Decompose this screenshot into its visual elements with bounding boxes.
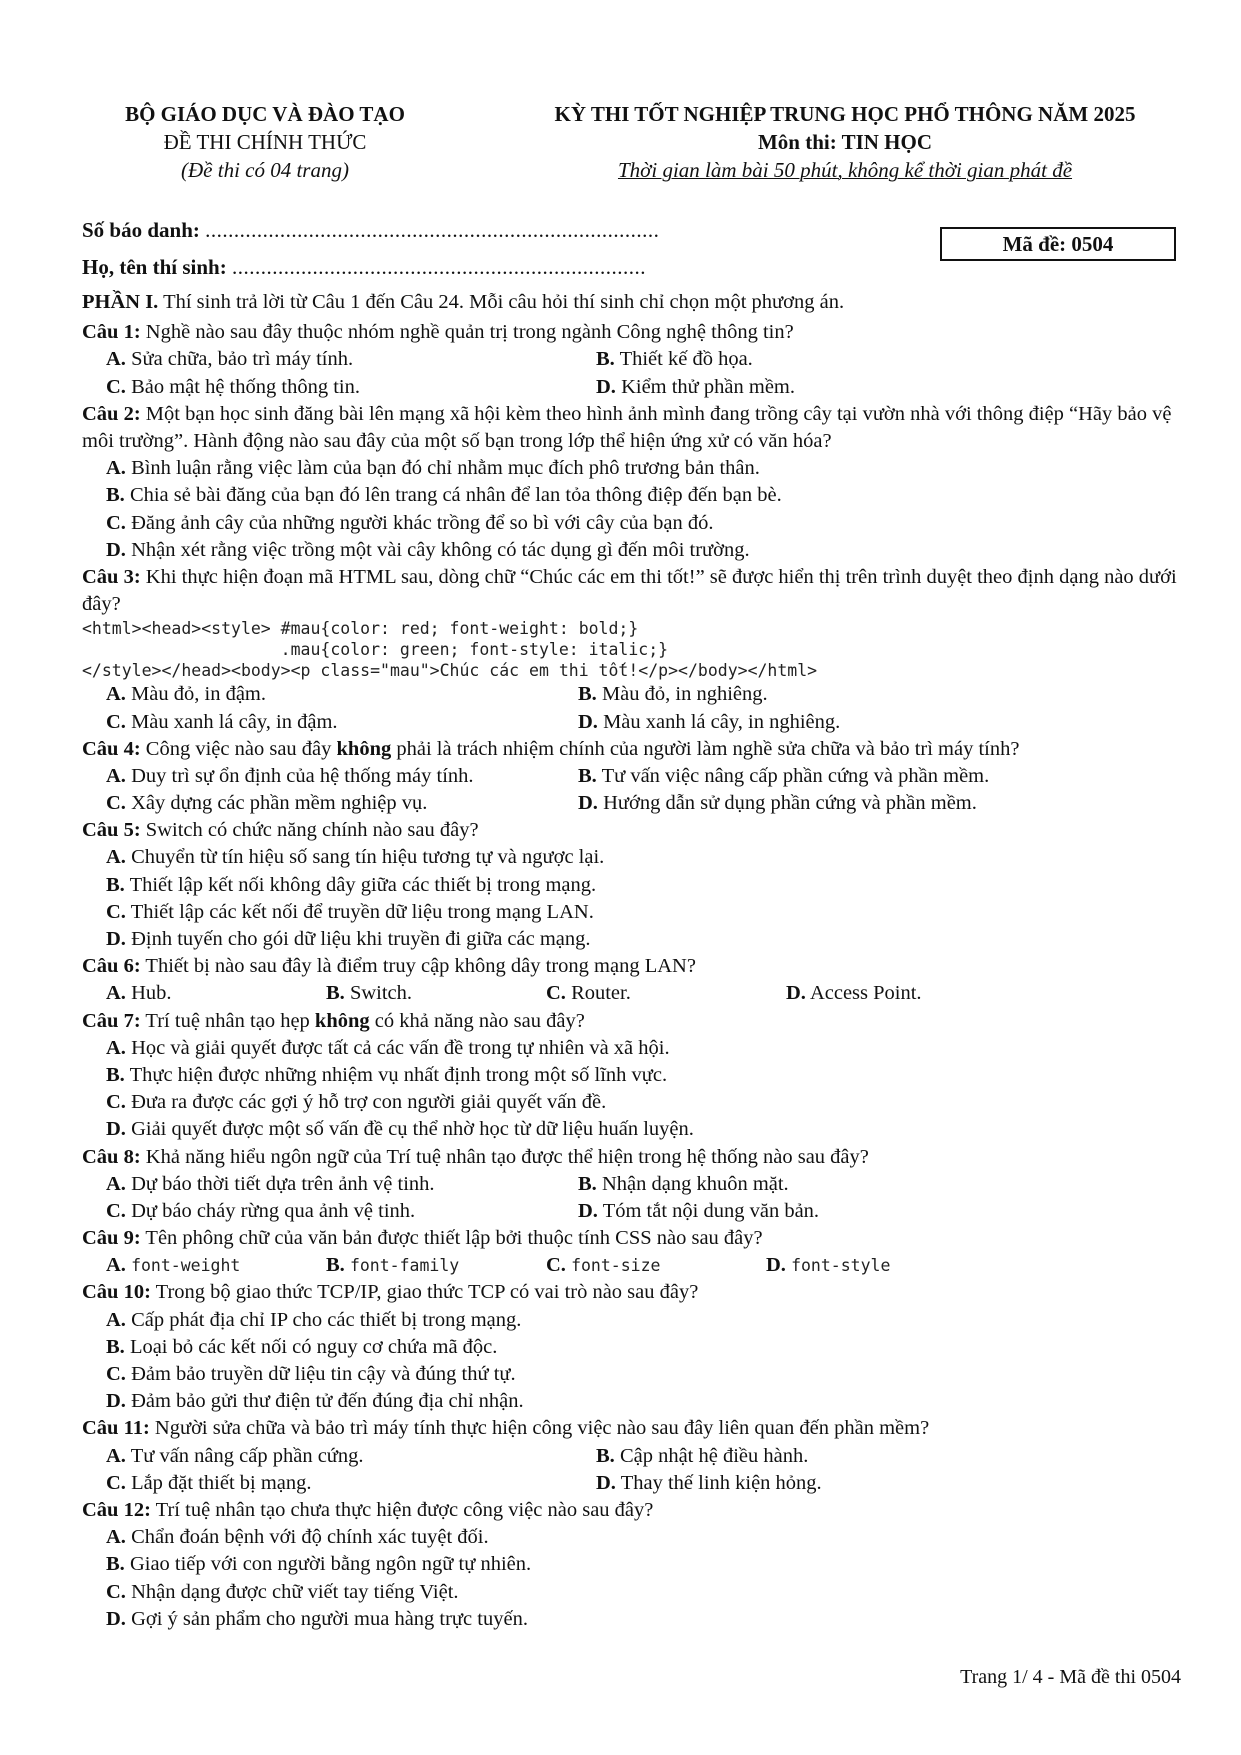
option-b: B. Switch. <box>326 982 413 1005</box>
option-c: C. Bảo mật hệ thống thông tin. <box>106 375 360 398</box>
option-b: B. Nhận dạng khuôn mặt. <box>578 1172 789 1195</box>
code-line: </style></head><body><p class="mau">Chúc các em thi tốt!</p></body></html> <box>82 661 818 681</box>
option-b: B. Màu đỏ, in nghiêng. <box>578 683 768 706</box>
option-d: D. Định tuyến cho gói dữ liệu khi truyền đi giữa các mạng. <box>106 928 591 950</box>
option-d: D. Đảm bảo gửi thư điện tử đến đúng địa chỉ nhận. <box>106 1390 524 1413</box>
candidate-id-row <box>82 218 659 243</box>
exam-title: KỲ THI TỐT NGHIỆP TRUNG HỌC PHỔ THÔNG NĂM 2025 <box>554 102 1136 126</box>
option-d: D. Thay thế linh kiện hỏng. <box>596 1471 822 1494</box>
option-d: D. Tóm tắt nội dung văn bản. <box>578 1199 820 1222</box>
option-d: D. Hướng dẫn sử dụng phần cứng và phần mềm. <box>578 792 977 815</box>
option-c: C. Nhận dạng được chữ viết tay tiếng Việt. <box>106 1580 459 1603</box>
subject: Môn thi: TIN HỌC <box>757 130 933 154</box>
option-d: D. font-style <box>766 1254 891 1277</box>
candidate-name-row <box>82 255 646 280</box>
exam-type: ĐỀ THI CHÍNH THỨC <box>163 130 367 154</box>
options-row <box>82 1198 1182 1225</box>
candidate-id-label: Số báo danh: <box>82 218 200 242</box>
option-a: A. Duy trì sự ổn định của hệ thống máy tính. <box>106 764 474 787</box>
option-a: A. Chẩn đoán bệnh với độ chính xác tuyệt đối. <box>106 1526 489 1549</box>
option-a: A. font-weight <box>106 1254 241 1277</box>
question-2: Câu 2: Một bạn học sinh đăng bài lên mạng xã hội kèm theo hình ảnh mình đang trồng cây tại vườn nhà với thông điệp “Hãy bảo vệ môi trường”. Hành động nào sau đây của một số bạn trong lớp thể hiện ứng xử có văn hóa? <box>82 402 1172 452</box>
option-c: C. Dự báo cháy rừng qua ảnh vệ tinh. <box>106 1199 416 1222</box>
question-6: Câu 6: Thiết bị nào sau đây là điểm truy cập không dây trong mạng LAN? <box>82 955 696 978</box>
option-b: B. font-family <box>326 1254 460 1277</box>
question-8: Câu 8: Khả năng hiểu ngôn ngữ của Trí tuệ nhân tạo được thể hiện trong hệ thống nào sau đây? <box>82 1145 869 1168</box>
options-row <box>82 763 1182 790</box>
question-12: Câu 12: Trí tuệ nhân tạo chưa thực hiện được công việc nào sau đây? <box>82 1498 654 1521</box>
options-row <box>82 790 1182 817</box>
option-b: B. Thiết kế đồ họa. <box>596 348 753 371</box>
question-10: Câu 10: Trong bộ giao thức TCP/IP, giao thức TCP có vai trò nào sau đây? <box>82 1281 699 1304</box>
option-a: A. Sửa chữa, bảo trì máy tính. <box>106 348 354 371</box>
option-a: A. Dự báo thời tiết dựa trên ảnh vệ tinh. <box>106 1172 435 1195</box>
option-a: A. Hub. <box>106 982 172 1005</box>
option-c: C. Đảm bảo truyền dữ liệu tin cậy và đúng thứ tự. <box>106 1363 516 1385</box>
option-d: D. Nhận xét rằng việc trồng một vài cây không có tác dụng gì đến môi trường. <box>106 538 750 561</box>
question-5: Câu 5: Switch có chức năng chính nào sau đây? <box>82 819 479 842</box>
option-c: C. font-size <box>546 1254 661 1277</box>
exam-code-box: Mã đề: 0504 <box>940 227 1176 261</box>
page-footer: Trang 1/ 4 - Mã đề thi 0504 <box>960 1666 1181 1688</box>
option-b: B. Loại bỏ các kết nối có nguy cơ chứa mã độc. <box>106 1335 498 1358</box>
code-line: .mau{color: green; font-style: italic;} <box>82 640 669 660</box>
code-line: <html><head><style> #mau{color: red; font-weight: bold;} <box>82 619 639 639</box>
part-instruction: Thí sinh trả lời từ Câu 1 đến Câu 24. Mỗi câu hỏi thí sinh chỉ chọn một phương án. <box>158 291 845 313</box>
question-11: Câu 11: Người sửa chữa và bảo trì máy tính thực hiện công việc nào sau đây liên quan đến phần mềm? <box>82 1417 930 1440</box>
part-heading <box>82 289 1182 316</box>
option-b: B. Thực hiện được những nhiệm vụ nhất định trong một số lĩnh vực. <box>106 1063 668 1086</box>
header-left <box>80 100 450 184</box>
pages-note: (Đề thi có 04 trang) <box>181 158 349 182</box>
question-7: Câu 7: Trí tuệ nhân tạo hẹp không có khả năng nào sau đây? <box>82 1009 585 1032</box>
option-c: C. Lắp đặt thiết bị mạng. <box>106 1471 312 1494</box>
question-1: Câu 1: Nghề nào sau đây thuộc nhóm nghề quản trị trong ngành Công nghệ thông tin? <box>82 321 794 344</box>
options-row <box>82 980 1182 1007</box>
option-c: C. Thiết lập các kết nối để truyền dữ liệu trong mạng LAN. <box>106 900 594 923</box>
option-a: A. Bình luận rằng việc làm của bạn đó chỉ nhằm mục đích phô trương bản thân. <box>106 457 760 480</box>
option-a: A. Cấp phát địa chỉ IP cho các thiết bị trong mạng. <box>106 1308 522 1331</box>
option-c: C. Đăng ảnh cây của những người khác trồng để so bì với cây của bạn đó. <box>106 511 714 534</box>
candidate-name-label: Họ, tên thí sinh: <box>82 255 227 279</box>
option-d: D. Kiểm thử phần mềm. <box>596 375 796 398</box>
option-c: C. Màu xanh lá cây, in đậm. <box>106 710 338 733</box>
options-row <box>82 374 1182 401</box>
option-b: B. Thiết lập kết nối không dây giữa các thiết bị trong mạng. <box>106 873 597 896</box>
options-row <box>82 1443 1182 1470</box>
option-b: B. Chia sẻ bài đăng của bạn đó lên trang cá nhân để lan tỏa thông điệp đến bạn bè. <box>106 484 782 507</box>
time-note: Thời gian làm bài 50 phút, không kể thời gian phát đề <box>617 158 1073 182</box>
option-b: B. Tư vấn việc nâng cấp phần cứng và phần mềm. <box>578 764 990 787</box>
option-c: C. Router. <box>546 982 631 1005</box>
part-label: PHẦN I. <box>82 291 159 313</box>
option-c: C. Xây dựng các phần mềm nghiệp vụ. <box>106 792 428 815</box>
question-4: Câu 4: Công việc nào sau đây không phải là trách nhiệm chính của người làm nghề sửa chữa và bảo trì máy tính? <box>82 737 1020 760</box>
ministry-name: BỘ GIÁO DỤC VÀ ĐÀO TẠO <box>125 102 405 126</box>
options-row <box>82 1252 1182 1279</box>
options-row <box>82 709 1182 736</box>
option-b: B. Giao tiếp với con người bằng ngôn ngữ tự nhiên. <box>106 1553 532 1576</box>
option-a: A. Tư vấn nâng cấp phần cứng. <box>106 1444 364 1467</box>
option-d: D. Gợi ý sản phẩm cho người mua hàng trực tuyến. <box>106 1607 528 1630</box>
question-9: Câu 9: Tên phông chữ của văn bản được thiết lập bởi thuộc tính CSS nào sau đây? <box>82 1227 763 1250</box>
questions-area <box>82 289 1182 1633</box>
options-row <box>82 681 1182 708</box>
option-d: D. Màu xanh lá cây, in nghiêng. <box>578 710 841 733</box>
option-a: A. Chuyển từ tín hiệu số sang tín hiệu tương tự và ngược lại. <box>106 846 605 869</box>
options-row <box>82 346 1182 373</box>
candidate-name-dots: ........................................................................ <box>231 255 646 279</box>
option-b: B. Cập nhật hệ điều hành. <box>596 1444 809 1467</box>
option-a: A. Màu đỏ, in đậm. <box>106 683 267 706</box>
candidate-id-dots: ............................................................................... <box>205 218 660 242</box>
option-a: A. Học và giải quyết được tất cả các vấn đề trong tự nhiên và xã hội. <box>106 1036 670 1059</box>
question-3: Câu 3: Khi thực hiện đoạn mã HTML sau, dòng chữ “Chúc các em thi tốt!” sẽ được hiển thị trên trình duyệt theo định dạng nào dưới đây? <box>82 565 1177 616</box>
option-c: C. Đưa ra được các gợi ý hỗ trợ con người giải quyết vấn đề. <box>106 1091 607 1114</box>
option-d: D. Giải quyết được một số vấn đề cụ thể nhờ học từ dữ liệu huấn luyện. <box>106 1118 694 1141</box>
options-row <box>82 1171 1182 1198</box>
header-right <box>500 100 1190 184</box>
option-d: D. Access Point. <box>786 982 922 1005</box>
options-row <box>82 1470 1182 1497</box>
